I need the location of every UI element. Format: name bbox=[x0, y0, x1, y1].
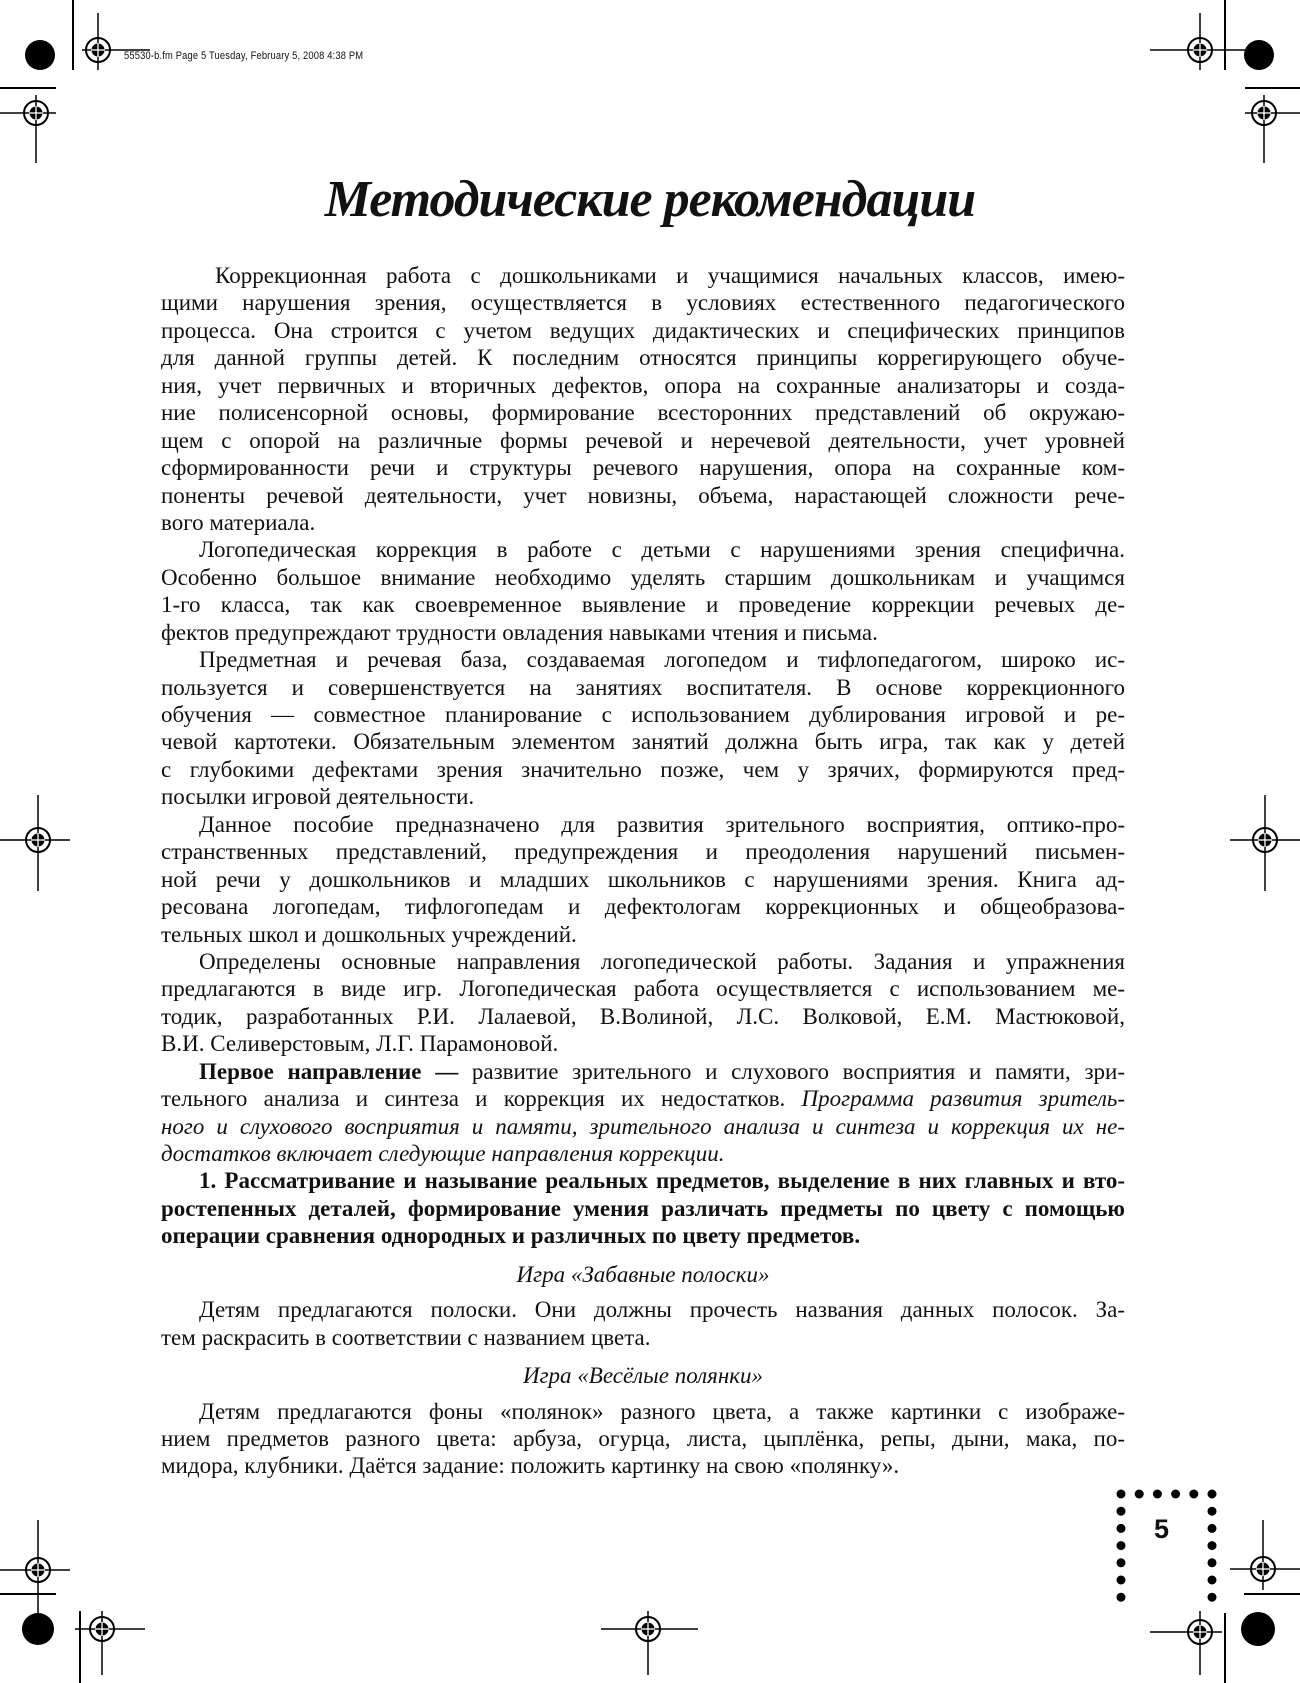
crosshair-mark bbox=[1150, 1611, 1222, 1675]
paragraph bbox=[161, 536, 1125, 646]
text-span: ние полисенсорной основы, формирование всесторонних представлений об окружаю- bbox=[161, 400, 1125, 426]
paragraph bbox=[161, 646, 1125, 811]
text-line bbox=[161, 1113, 1125, 1140]
text-line bbox=[161, 1003, 1125, 1030]
page-title: Методические рекомендации bbox=[324, 171, 976, 228]
crosshair-mark bbox=[1150, 13, 1245, 70]
game-heading: Игра «Забавные полоски» bbox=[516, 1261, 770, 1287]
text-line bbox=[161, 1425, 1125, 1452]
paragraph bbox=[161, 1398, 1125, 1480]
text-line bbox=[161, 1195, 1125, 1222]
text-span: Детям предлагаются фоны «полянок» разного цвета, а также картинки с изображе- bbox=[199, 1398, 1125, 1424]
text-span: обучения — совместное планирование с использованием дублирования игровой и ре- bbox=[161, 702, 1125, 727]
text-line bbox=[161, 783, 1125, 810]
text-line bbox=[161, 838, 1125, 865]
text-span: Детям предлагаются полоски. Они должны прочесть названия данных полосок. За- bbox=[199, 1297, 1125, 1323]
crosshair-mark bbox=[1245, 95, 1300, 163]
text-line bbox=[161, 482, 1125, 509]
text-span: развитие зрительного и слухового восприятия и памяти, зри- bbox=[458, 1058, 1125, 1084]
text-span: Коррекционная работа с дошкольниками и учащимися начальных классов, имею- bbox=[215, 263, 1125, 288]
paragraph bbox=[161, 1167, 1125, 1249]
text-line bbox=[161, 564, 1125, 591]
text-span: посылки игровой деятельности. bbox=[161, 784, 475, 810]
registration-disc bbox=[25, 40, 55, 70]
text-span: В.И. Селиверстовым, Л.Г. Парамоновой. bbox=[161, 1031, 559, 1057]
text-line bbox=[161, 509, 1125, 536]
text-span: процесса. Она строится с учетом ведущих дидактических и специфических принципов bbox=[161, 317, 1125, 343]
paragraph bbox=[161, 811, 1125, 948]
text-line bbox=[161, 1398, 1125, 1425]
text-line bbox=[161, 1167, 1125, 1194]
text-span: ной речи у дошкольников и младших школьников с нарушениями зрения. Книга ад- bbox=[161, 866, 1125, 892]
registration-disc bbox=[1244, 40, 1274, 70]
bold-text: операции сравнения однородных и различных по цвету предметов. bbox=[161, 1223, 861, 1249]
text-span: щими нарушения зрения, осуществляется в условиях естественного педагогического bbox=[161, 290, 1125, 316]
text-line bbox=[161, 674, 1125, 701]
paragraph bbox=[161, 262, 1125, 536]
text-line bbox=[161, 427, 1125, 454]
text-line bbox=[161, 975, 1125, 1002]
crosshair-mark bbox=[0, 795, 70, 891]
crosshair-mark bbox=[1230, 795, 1300, 891]
text-span: ресована логопедам, тифлогопедам и дефектологам коррекционных и общеобразова- bbox=[161, 894, 1125, 920]
text-line bbox=[161, 372, 1125, 399]
paragraph bbox=[161, 1058, 1125, 1168]
text-span: странственных представлений, предупреждения и преодоления нарушений письмен- bbox=[161, 839, 1125, 865]
crosshair-mark bbox=[75, 1611, 145, 1675]
text-span: чевой картотеки. Обязательным элементом занятий должна быть игра, так как у детей bbox=[161, 729, 1125, 755]
text-span: вого материала. bbox=[161, 509, 316, 535]
text-line bbox=[161, 289, 1125, 316]
text-line bbox=[161, 317, 1125, 344]
page-number: 5 bbox=[1154, 1514, 1170, 1544]
page-number-frame bbox=[1117, 1490, 1217, 1602]
text-span: Логопедическая коррекция в работе с детьми с нарушениями зрения специфична. bbox=[199, 537, 1125, 563]
text-line bbox=[161, 1085, 1125, 1112]
text-line bbox=[161, 454, 1125, 481]
text-line bbox=[161, 344, 1125, 371]
text-span: Особенно большое внимание необходимо уделять старшим дошкольникам и учащимся bbox=[161, 564, 1125, 590]
text-line bbox=[161, 1058, 1125, 1085]
text-line bbox=[161, 921, 1125, 948]
text-span: сформированности речи и структуры речевого нарушения, опора на сохранные ком- bbox=[161, 455, 1125, 481]
text-line bbox=[161, 1030, 1125, 1057]
crosshair-mark bbox=[601, 1611, 698, 1675]
crosshair-mark bbox=[0, 95, 56, 163]
text-line bbox=[161, 728, 1125, 755]
text-line bbox=[161, 619, 1125, 646]
text-line bbox=[161, 536, 1125, 563]
text-span: мидора, клубники. Даётся задание: положить картинку на свою «полянку». bbox=[161, 1453, 900, 1479]
text-span: 1-го класса, так как своевременное выявление и проведение коррекции речевых де- bbox=[161, 592, 1125, 618]
text-line bbox=[161, 591, 1125, 618]
text-line bbox=[161, 866, 1125, 893]
text-span: с глубокими дефектами зрения значительно позже, чем у зрячих, формируются пред- bbox=[161, 756, 1125, 782]
bold-text: ростепенных деталей, формирование умения различать предметы по цвету с помощью bbox=[161, 1195, 1125, 1221]
text-span: тодик, разработанных Р.И. Лалаевой, В.Волиной, Л.С. Волковой, Е.М. Мастюковой, bbox=[161, 1003, 1125, 1029]
game-heading: Игра «Весёлые полянки» bbox=[522, 1363, 764, 1389]
text-span: тельных школ и дошкольных учреждений. bbox=[161, 921, 577, 947]
text-span: Определены основные направления логопедической работы. Задания и упражнения bbox=[199, 948, 1125, 974]
italic-text: ного и слухового восприятия и памяти, зрительного анализа и синтеза и коррекция их не- bbox=[161, 1113, 1125, 1139]
text-line bbox=[161, 756, 1125, 783]
text-line bbox=[161, 262, 1125, 289]
text-line bbox=[161, 701, 1125, 728]
italic-text: Программа развития зритель- bbox=[801, 1086, 1125, 1112]
crosshair-mark bbox=[1230, 1520, 1300, 1590]
bold-text: Первое направление — bbox=[199, 1058, 459, 1084]
text-span: пользуется и совершенствуется на занятиях воспитателя. В основе коррекционного bbox=[161, 674, 1125, 700]
text-line bbox=[161, 399, 1125, 426]
text-line bbox=[161, 948, 1125, 975]
text-line bbox=[161, 1222, 1125, 1249]
text-line bbox=[161, 1296, 1125, 1323]
registration-disc bbox=[1241, 1612, 1275, 1646]
print-info-header: 55530-b.fm Page 5 Tuesday, February 5, 2008 4:38 PM bbox=[124, 50, 364, 62]
text-line bbox=[161, 1324, 1125, 1351]
crosshair-mark bbox=[0, 1520, 70, 1622]
text-span: фектов предупреждают трудности овладения навыками чтения и письма. bbox=[161, 619, 878, 645]
italic-text: достатков включает следующие направления коррекции. bbox=[161, 1141, 725, 1166]
text-line bbox=[161, 811, 1125, 838]
paragraph bbox=[161, 948, 1125, 1058]
text-span: поненты речевой деятельности, учет новизны, объема, нарастающей сложности рече- bbox=[161, 482, 1125, 508]
text-span: Предметная и речевая база, создаваемая логопедом и тифлопедагогом, широко ис- bbox=[199, 647, 1125, 673]
text-span: тем раскрасить в соответствии с названием цвета. bbox=[161, 1324, 651, 1350]
paragraph bbox=[161, 1296, 1125, 1351]
text-span: щем с опорой на различные формы речевой и неречевой деятельности, учет уровней bbox=[161, 427, 1125, 453]
text-line bbox=[161, 1452, 1125, 1479]
text-line bbox=[161, 646, 1125, 673]
text-span: предлагаются в виде игр. Логопедическая работа осуществляется с использованием ме- bbox=[161, 976, 1125, 1002]
bold-text: 1. Рассматривание и называние реальных предметов, выделение в них главных и вто- bbox=[199, 1168, 1125, 1194]
text-span: ния, учет первичных и вторичных дефектов, опора на сохранные анализаторы и созда- bbox=[161, 372, 1125, 398]
document-body bbox=[161, 262, 1125, 1480]
text-span: Данное пособие предназначено для развития зрительного восприятия, оптико-про- bbox=[199, 811, 1125, 837]
text-span: нием предметов разного цвета: арбуза, огурца, листа, цыплёнка, репы, дыни, мака, по- bbox=[161, 1425, 1125, 1451]
text-line bbox=[161, 1140, 1125, 1167]
text-span: для данной группы детей. К последним относятся принципы коррегирующего обуче- bbox=[161, 345, 1125, 371]
text-line bbox=[161, 893, 1125, 920]
text-span: тельного анализа и синтеза и коррекция их недостатков. bbox=[161, 1086, 802, 1112]
